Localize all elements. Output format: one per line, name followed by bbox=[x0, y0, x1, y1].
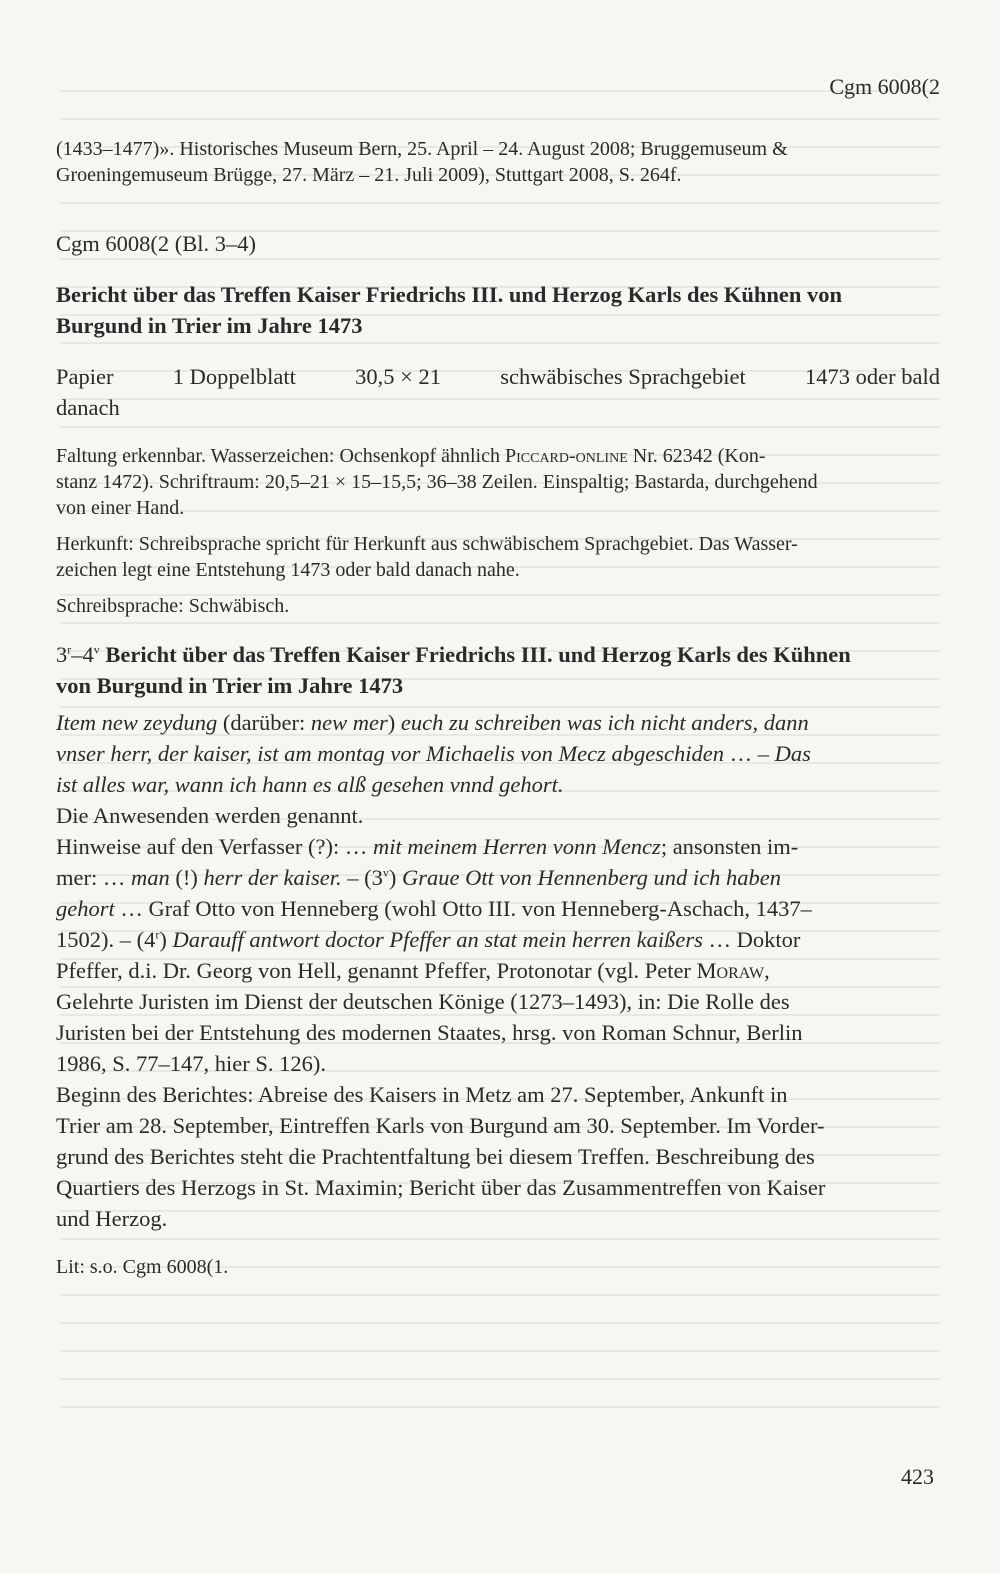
dating-continued: danach bbox=[56, 395, 120, 420]
shelfmark-heading: Cgm 6008(2 (Bl. 3–4) bbox=[56, 231, 256, 256]
content-summary: Beginn des Berichtes: Abreise des Kaisers in Metz am 27. September, Ankunft in Trier am 28. September, Eintreffen Karls von Burgund am 30. September. Im Vorder- grund des Berichtes steht die Prachtentfaltung bei diesem Treffen. Beschreibung des Quartiers des Herzogs in St. Maximin; Bericht über das Zusammentreffen von Kaiser und Herzog. bbox=[56, 1082, 826, 1231]
dimensions: 30,5 × 21 bbox=[355, 364, 441, 389]
codicology-paragraph: Faltung erkennbar. Wasserzeichen: Ochsenkopf ähnlich Piccard-online Nr. 62342 (Kon- stanz 1472). Schriftraum: 20,5–21 × 15–15,5; 36–38 Zeilen. Einspaltig; Bastarda, durchgehend von einer Hand. bbox=[56, 445, 818, 519]
material: Papier bbox=[56, 364, 114, 389]
language-region: schwäbisches Sprachgebiet bbox=[500, 364, 746, 389]
intro-paragraph bbox=[56, 136, 940, 188]
intro-line: Groeningemuseum Brügge, 27. März – 21. Juli 2009), Stuttgart 2008, S. 264f. bbox=[56, 164, 682, 186]
incipit-explicit: Item new zeydung (darüber: new mer) euch zu schreiben was ich nicht anders, dann vnser herr, der kaiser, ist am montag vor Michaelis von Mecz abgeschiden … – Das ist alles war, wann ich hann es alß gesehen vnnd gehort. bbox=[56, 710, 811, 797]
section-heading: 3$^r$–4$^v$ Bericht über das Treffen Kaiser Friedrichs III. und Herzog Karls des Kühnen von Burgund in Trier im Jahre 1473 bbox=[56, 642, 851, 698]
script-language: Schreibsprache: Schwäbisch. bbox=[56, 595, 290, 617]
main-content bbox=[56, 136, 940, 1280]
author-notes: Hinweise auf den Verfasser (?): … mit meinem Herren vonn Mencz; ansonsten im- mer: … man (!) herr der kaiser. – (3$^v$) Graue Ott von Hennenberg und ich haben gehort … Graf Otto von Henneberg (wohl Otto III. von Henneberg-Aschach, 1437– 1502). – (4$^r$) Darauff antwort doctor Pfeffer an stat mein herren kaißers … Doktor Pfeffer, d.i. Dr. Georg von Hell, genannt Pfeffer, Protonotar (vgl. Peter Moraw, Gelehrte Juristen im Dienst der deutschen Könige (1273–1493), in: Die Rolle des Juristen bei der Entstehung des modernen Staates, hrsg. von Roman Schnur, Berlin 1986, S. 77–147, hier S. 126). bbox=[56, 834, 812, 1076]
attendees-note: Die Anwesenden werden genannt. bbox=[56, 803, 364, 828]
provenance-paragraph: Herkunft: Schreibsprache spricht für Herkunft aus schwäbischem Sprachgebiet. Das Wasser- zeichen legt eine Entstehung 1473 oder bald danach nahe. bbox=[56, 533, 798, 581]
dating: 1473 oder bald bbox=[805, 364, 940, 389]
intro-line: (1433–1477)». Historisches Museum Bern, 25. April – 24. August 2008; Bruggemuseum & bbox=[56, 138, 788, 160]
title-line: Burgund in Trier im Jahre 1473 bbox=[56, 313, 363, 338]
running-head: Cgm 6008(2 bbox=[829, 74, 940, 99]
title-line: Bericht über das Treffen Kaiser Friedrichs III. und Herzog Karls des Kühnen von bbox=[56, 282, 843, 307]
physical-description bbox=[56, 361, 940, 423]
extent: 1 Doppelblatt bbox=[172, 364, 296, 389]
folio-range: 3$^r$–4$^v$ bbox=[56, 642, 100, 667]
entry-title bbox=[56, 279, 940, 341]
page-number: 423 bbox=[901, 1464, 934, 1489]
piccard-reference: Piccard-online bbox=[504, 445, 628, 467]
literature-reference: Lit: s.o. Cgm 6008(1. bbox=[56, 1256, 229, 1278]
